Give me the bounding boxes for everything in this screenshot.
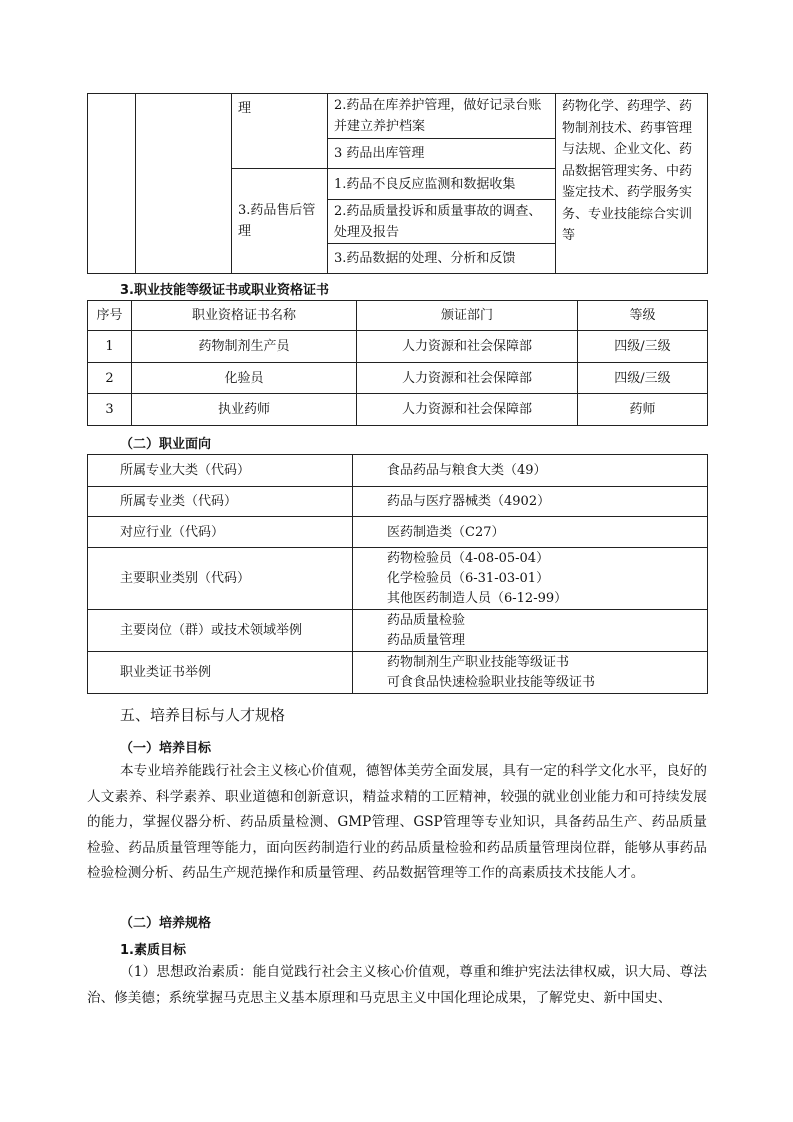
task-cell: 2.药品在库养护管理，做好记录台账并建立养护档案 bbox=[328, 94, 556, 139]
header-cell: 颁证部门 bbox=[357, 301, 578, 331]
value-cell bbox=[353, 548, 708, 610]
empty-cell bbox=[136, 94, 232, 274]
label-cell: 对应行业（代码） bbox=[88, 517, 353, 548]
cert-table bbox=[87, 300, 708, 426]
value-line: 药品质量管理 bbox=[387, 632, 466, 648]
value-cell: 食品药品与粮食大类（49） bbox=[353, 455, 708, 487]
value-cell: 医药制造类（C27） bbox=[353, 517, 708, 548]
table-row bbox=[88, 652, 708, 694]
cell: 2 bbox=[88, 363, 132, 394]
header-cell: 序号 bbox=[88, 301, 132, 331]
table-row bbox=[88, 394, 708, 426]
label-cell: 所属专业大类（代码） bbox=[88, 455, 353, 487]
label-cell: 职业类证书举例 bbox=[88, 652, 353, 694]
cell: 药物制剂生产员 bbox=[132, 331, 357, 363]
table-row bbox=[88, 455, 708, 487]
value-line: 其他医药制造人员（6-12-99） bbox=[387, 590, 568, 606]
task-group-cell: 3.药品售后管理 bbox=[232, 169, 328, 274]
table-row bbox=[88, 610, 708, 652]
training-spec-heading: （二）培养规格 bbox=[120, 916, 212, 931]
political-quality-paragraph: （1）思想政治素质：能自觉践行社会主义核心价值观，尊重和维护宪法法律权威，识大局、尊法治、修美德；系统掌握马克思主义基本原理和马克思主义中国化理论成果，了解党史、新中国史、 bbox=[87, 964, 707, 1006]
value-line: 药物制剂生产职业技能等级证书 bbox=[387, 654, 570, 670]
orientation-heading: （二）职业面向 bbox=[120, 437, 212, 452]
cell: 四级/三级 bbox=[578, 363, 708, 394]
cell: 药师 bbox=[578, 394, 708, 426]
table-row bbox=[88, 517, 708, 548]
table-row bbox=[88, 487, 708, 517]
task-cell: 3.药品数据的处理、分析和反馈 bbox=[328, 244, 556, 274]
table-row bbox=[88, 548, 708, 610]
cell: 四级/三级 bbox=[578, 331, 708, 363]
cell: 化验员 bbox=[132, 363, 357, 394]
value-cell: 药品与医疗器械类（4902） bbox=[353, 487, 708, 517]
cell: 人力资源和社会保障部 bbox=[357, 331, 578, 363]
label-cell: 主要岗位（群）或技术领域举例 bbox=[88, 610, 353, 652]
empty-cell bbox=[88, 94, 136, 274]
label-cell: 所属专业类（代码） bbox=[88, 487, 353, 517]
task-group-cell: 理 bbox=[232, 94, 328, 169]
quality-goal-heading: 1.素质目标 bbox=[120, 943, 186, 958]
cert-heading: 3.职业技能等级证书或职业资格证书 bbox=[120, 283, 329, 298]
cell: 人力资源和社会保障部 bbox=[357, 363, 578, 394]
table-row bbox=[88, 363, 708, 394]
section5-heading: 五、培养目标与人才规格 bbox=[120, 706, 286, 724]
task-cell: 3 药品出库管理 bbox=[328, 139, 556, 169]
value-line: 可食食品快速检验职业技能等级证书 bbox=[387, 674, 596, 690]
table-row bbox=[88, 331, 708, 363]
value-line: 药品质量检验 bbox=[387, 612, 466, 628]
work-task-table bbox=[87, 93, 708, 274]
value-line: 药物检验员（4-08-05-04） bbox=[387, 550, 550, 566]
cell: 人力资源和社会保障部 bbox=[357, 394, 578, 426]
value-cell bbox=[353, 652, 708, 694]
header-cell: 职业资格证书名称 bbox=[132, 301, 357, 331]
header-cell: 等级 bbox=[578, 301, 708, 331]
cell: 执业药师 bbox=[132, 394, 357, 426]
value-cell bbox=[353, 610, 708, 652]
task-cell: 1.药品不良反应监测和数据收集 bbox=[328, 169, 556, 200]
label-cell: 主要职业类别（代码） bbox=[88, 548, 353, 610]
cell: 1 bbox=[88, 331, 132, 363]
orientation-table bbox=[87, 454, 708, 694]
training-goal-paragraph: 本专业培养能践行社会主义核心价值观，德智体美劳全面发展，具有一定的科学文化水平，良好的人文素养、科学素养、职业道德和创新意识，精益求精的工匠精神，较强的就业创业能力和可持续发展的能力，掌握仪器分析、药品质量检测、GMP管理、GSP管理等专业知识，具备药品生产、药品质量检验、药品质量管理等能力，面向医药制造行业的药品质量检验和药品质量管理岗位群，能够从事药品检验检测分析、药品生产规范操作和质量管理、药品数据管理等工作的高素质技术技能人才。 bbox=[87, 763, 707, 882]
cell: 3 bbox=[88, 394, 132, 426]
training-goal-heading: （一）培养目标 bbox=[120, 741, 212, 756]
task-cell: 2.药品质量投诉和质量事故的调查、处理及报告 bbox=[328, 200, 556, 244]
value-line: 化学检验员（6-31-03-01） bbox=[387, 570, 550, 586]
courses-cell: 药物化学、药理学、药物制剂技术、药事管理与法规、企业文化、药品数据管理实务、中药鉴定技术、药学服务实务、专业技能综合实训等 bbox=[556, 94, 708, 274]
